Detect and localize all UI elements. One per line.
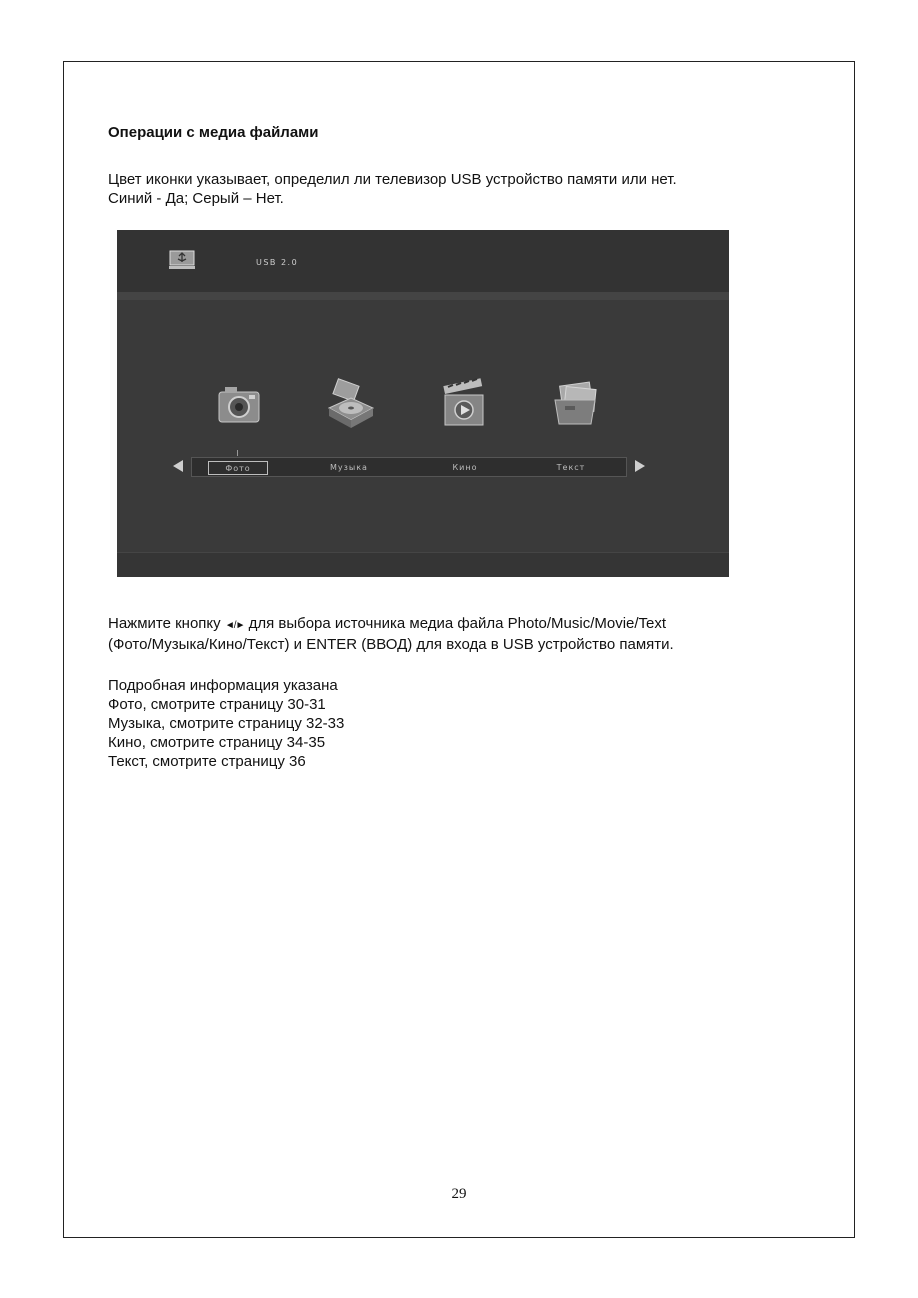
clapperboard-icon[interactable] — [439, 378, 491, 430]
intro-line-1: Цвет иконки указывает, определил ли телевизор USB устройство памяти или нет. — [108, 171, 677, 188]
instructions-line-1 — [108, 614, 674, 635]
instructions-line-2: (Фото/Музыка/Кино/Текст) и ENTER (ВВОД) для входа в USB устройство памяти. — [108, 636, 674, 653]
page-number: 29 — [451, 1186, 467, 1202]
tv-media-screenshot — [117, 230, 729, 577]
menu-item-photo[interactable]: Фото — [208, 461, 268, 475]
tv-divider — [117, 292, 729, 300]
arrow-right-icon[interactable] — [635, 460, 645, 472]
instructions-text — [108, 614, 674, 654]
menu-item-music[interactable]: Музыка — [330, 463, 368, 472]
usb-icon — [169, 250, 195, 270]
intro-text — [108, 170, 677, 208]
instructions-pre: Нажмите кнопку — [108, 615, 225, 632]
arrow-left-icon[interactable] — [173, 460, 183, 472]
menu-item-text[interactable]: Текст — [556, 463, 586, 472]
menu-item-movie[interactable]: Кино — [452, 463, 478, 472]
camera-icon[interactable] — [213, 378, 265, 430]
text-folder-icon[interactable] — [551, 378, 603, 430]
details-line-2: Фото, смотрите страницу 30-31 — [108, 696, 326, 713]
details-line-4: Кино, смотрите страницу 34-35 — [108, 734, 326, 751]
instructions-post: для выбора источника медиа файла Photo/Music/Movie/Text — [244, 615, 667, 632]
details-line-1: Подробная информация указана — [108, 677, 338, 694]
selection-tick — [237, 450, 238, 456]
section-heading: Операции с медиа файлами — [108, 124, 319, 141]
intro-line-2: Синий - Да; Серый – Нет. — [108, 190, 284, 207]
usb-source-label: USB 2.0 — [256, 258, 299, 267]
tv-header — [117, 230, 729, 293]
details-line-5: Текст, смотрите страницу 36 — [108, 753, 306, 770]
details-line-3: Музыка, смотрите страницу 32-33 — [108, 715, 345, 732]
tv-footer — [117, 552, 729, 577]
left-right-arrows-icon: ◄/► — [224, 620, 245, 631]
details-list — [108, 676, 344, 771]
music-player-icon[interactable] — [325, 378, 377, 430]
